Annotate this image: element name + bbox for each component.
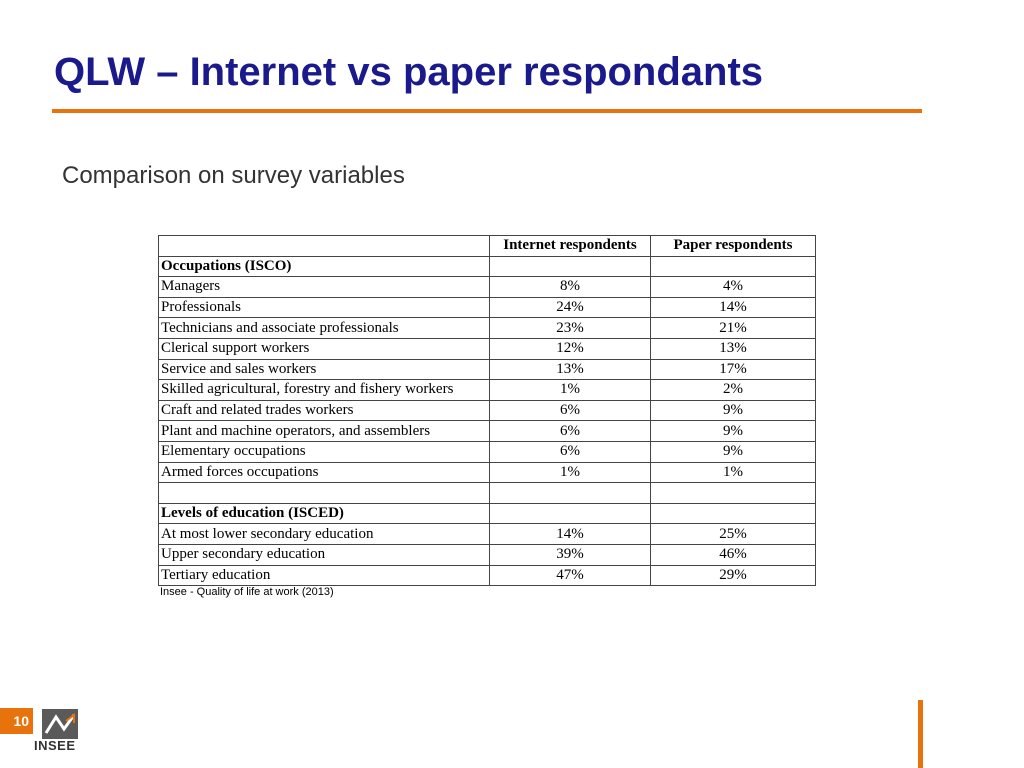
internet-value: 14% (490, 524, 651, 545)
row-label: Professionals (159, 297, 490, 318)
header-paper: Paper respondents (651, 236, 816, 257)
row-label: Service and sales workers (159, 359, 490, 380)
table-row (159, 297, 816, 318)
row-label: Upper secondary education (159, 544, 490, 565)
header-blank (159, 236, 490, 257)
internet-value: 6% (490, 400, 651, 421)
paper-value: 2% (651, 380, 816, 401)
internet-value: 12% (490, 338, 651, 359)
paper-value: 13% (651, 338, 816, 359)
row-label: Plant and machine operators, and assemblers (159, 421, 490, 442)
internet-value: 1% (490, 462, 651, 483)
section-row-occupations (159, 256, 816, 277)
slide-title: QLW – Internet vs paper respondants (54, 50, 764, 94)
section-row-education (159, 503, 816, 524)
table-header-row (159, 236, 816, 257)
table-row (159, 359, 816, 380)
source-note: Insee - Quality of life at work (2013) (160, 586, 334, 598)
paper-value: 46% (651, 544, 816, 565)
table-row (159, 400, 816, 421)
row-label: Tertiary education (159, 565, 490, 586)
row-label: Armed forces occupations (159, 462, 490, 483)
table-row (159, 380, 816, 401)
title-underline (52, 109, 922, 113)
paper-value: 14% (651, 297, 816, 318)
header-internet: Internet respondents (490, 236, 651, 257)
row-label: Skilled agricultural, forestry and fishery workers (159, 380, 490, 401)
internet-value: 6% (490, 421, 651, 442)
table-row (159, 544, 816, 565)
paper-value: 25% (651, 524, 816, 545)
row-label: At most lower secondary education (159, 524, 490, 545)
paper-value: 1% (651, 462, 816, 483)
footer-accent-bar (918, 700, 923, 768)
slide-subtitle: Comparison on survey variables (62, 162, 405, 189)
internet-value: 39% (490, 544, 651, 565)
section-label: Levels of education (ISCED) (159, 503, 490, 524)
internet-value: 1% (490, 380, 651, 401)
internet-value: 23% (490, 318, 651, 339)
table-row (159, 277, 816, 298)
table-row (159, 338, 816, 359)
row-label: Managers (159, 277, 490, 298)
table-row (159, 441, 816, 462)
paper-value: 17% (651, 359, 816, 380)
row-label: Elementary occupations (159, 441, 490, 462)
spacer-row (159, 483, 816, 504)
table-row (159, 318, 816, 339)
paper-value: 9% (651, 421, 816, 442)
section-label: Occupations (ISCO) (159, 256, 490, 277)
internet-value: 13% (490, 359, 651, 380)
comparison-table (158, 235, 816, 586)
row-label: Clerical support workers (159, 338, 490, 359)
paper-value: 29% (651, 565, 816, 586)
row-label: Technicians and associate professionals (159, 318, 490, 339)
paper-value: 21% (651, 318, 816, 339)
table-row (159, 565, 816, 586)
page-number: 10 (0, 708, 33, 734)
row-label: Craft and related trades workers (159, 400, 490, 421)
logo-text: INSEE (34, 738, 76, 753)
internet-value: 24% (490, 297, 651, 318)
internet-value: 6% (490, 441, 651, 462)
internet-value: 47% (490, 565, 651, 586)
table-row (159, 524, 816, 545)
table-row (159, 462, 816, 483)
paper-value: 9% (651, 400, 816, 421)
paper-value: 9% (651, 441, 816, 462)
paper-value: 4% (651, 277, 816, 298)
table-row (159, 421, 816, 442)
internet-value: 8% (490, 277, 651, 298)
